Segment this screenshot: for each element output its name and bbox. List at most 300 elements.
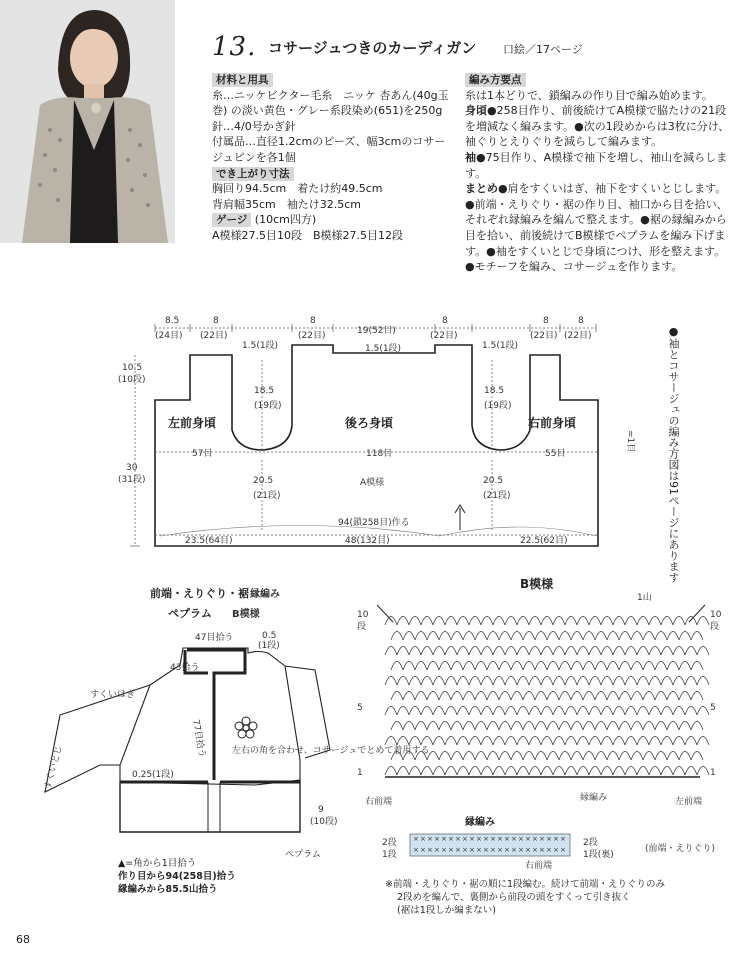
sukui-toji: すくいとじ	[43, 744, 65, 791]
chain-loop	[475, 662, 487, 671]
x-stitch-mark: ×	[539, 835, 545, 843]
chain-loop	[655, 692, 667, 701]
left-front-label: 左前身頃	[168, 416, 217, 430]
chain-loop	[469, 767, 481, 776]
armhole-right-rows: (19段)	[484, 401, 512, 411]
chain-loop	[643, 632, 655, 641]
corsage-note: 左右の角を合わせ、コサージュでとめて着用する	[232, 746, 430, 756]
note-pick-1: 作り目から94(258目)拾う	[118, 871, 236, 882]
x-stitch-mark: ×	[420, 846, 426, 854]
neck-drop: 1.5(1段)	[365, 344, 402, 354]
dim-label: 8	[578, 316, 584, 326]
chain-loop	[607, 722, 619, 731]
chain-loop	[559, 692, 571, 701]
chain-loop	[577, 767, 589, 776]
chain-loop	[685, 767, 697, 776]
chain-loop	[595, 692, 607, 701]
chain-loop	[679, 752, 691, 761]
chain-loop	[523, 722, 535, 731]
chain-loop	[571, 722, 583, 731]
chain-loop	[469, 737, 481, 746]
dim-label: 8.5	[165, 316, 180, 326]
chain-loop	[499, 692, 511, 701]
chain-loop	[535, 722, 547, 731]
chain-loop	[439, 752, 451, 761]
sleeve-label: 袖	[465, 150, 476, 164]
dim-label: 8	[442, 316, 448, 326]
chain-loop	[427, 692, 439, 701]
chain-loop	[673, 737, 685, 746]
body-label: 身頃	[465, 104, 487, 118]
x-stitch-mark: ×	[518, 835, 524, 843]
chain-loop	[511, 752, 523, 761]
chain-loop	[607, 752, 619, 761]
chain-loop	[523, 692, 535, 701]
chain-loop	[511, 722, 523, 731]
chain-loop	[547, 632, 559, 641]
chain-loop	[613, 767, 625, 776]
chain-loop	[691, 752, 703, 761]
chain-loop	[505, 617, 517, 626]
chain-loop	[685, 707, 697, 716]
chain-loop	[421, 767, 433, 776]
chain-loop	[487, 752, 499, 761]
body-chart	[0, 300, 750, 560]
chain-loop	[619, 692, 631, 701]
chain-loop	[667, 662, 679, 671]
chain-loop	[445, 767, 457, 776]
chain-loop	[391, 752, 403, 761]
chain-loop	[535, 752, 547, 761]
x-stitch-mark: ×	[560, 846, 566, 854]
chain-loop	[415, 752, 427, 761]
chain-loop	[661, 767, 673, 776]
chain-loop	[445, 707, 457, 716]
right-front-label: 右前身頃	[528, 416, 577, 430]
chain-loop	[619, 722, 631, 731]
chain-loop	[481, 677, 493, 686]
chain-loop	[529, 677, 541, 686]
x-stitch-mark: ×	[427, 835, 433, 843]
chain-loop	[631, 722, 643, 731]
chain-loop	[457, 617, 469, 626]
chain-loop	[691, 722, 703, 731]
chain-loop	[493, 677, 505, 686]
x-stitch-mark: ×	[532, 835, 538, 843]
size-line1: 胸回り94.5cm 着たけ約49.5cm	[212, 182, 383, 196]
chain-loop	[535, 662, 547, 671]
chain-loop	[655, 662, 667, 671]
x-stitch-mark: ×	[490, 846, 496, 854]
chain-loop	[655, 722, 667, 731]
x-stitch-mark: ×	[476, 835, 482, 843]
x-stitch-mark: ×	[483, 835, 489, 843]
chain-loop	[637, 677, 649, 686]
chain-loop	[553, 767, 565, 776]
chain-loop	[403, 662, 415, 671]
chain-loop	[421, 617, 433, 626]
finish-label: まとめ	[465, 182, 498, 196]
chain-loop	[415, 722, 427, 731]
x-stitch-mark: ×	[413, 846, 419, 854]
chain-loop	[595, 632, 607, 641]
dim-label: (24目)	[155, 331, 183, 341]
bottom-note-line: 2段めを編んで、裏側から前段の頭をすくって引き抜く	[397, 892, 631, 903]
x-stitch-mark: ×	[420, 835, 426, 843]
x-stitch-mark: ×	[413, 835, 419, 843]
chain-loop	[625, 737, 637, 746]
chain-loop	[649, 647, 661, 656]
chain-loop	[463, 692, 475, 701]
chain-loop	[673, 617, 685, 626]
chain-loop	[661, 647, 673, 656]
chain-loop	[505, 767, 517, 776]
gauge-values: A模様27.5目10段 B模様27.5目12段	[212, 228, 404, 242]
chain-loop	[481, 737, 493, 746]
x-stitch-mark: ×	[511, 835, 517, 843]
b-pattern-title: B模様	[520, 577, 554, 591]
chain-loop	[499, 752, 511, 761]
chain-loop	[649, 707, 661, 716]
chain-loop	[415, 632, 427, 641]
chain-loop	[547, 662, 559, 671]
chain-loop	[517, 677, 529, 686]
dim-label: (22目)	[564, 331, 592, 341]
chain-loop	[463, 752, 475, 761]
chain-loop	[523, 752, 535, 761]
chain-loop	[679, 632, 691, 641]
x-stitch-mark: ×	[546, 835, 552, 843]
chain-loop	[391, 692, 403, 701]
chain-loop	[385, 677, 397, 686]
chain-loop	[529, 707, 541, 716]
chain-loop	[601, 647, 613, 656]
edge-row2: 2段	[382, 838, 397, 848]
chain-loop	[691, 632, 703, 641]
x-stitch-mark: ×	[546, 846, 552, 854]
chain-loop	[457, 677, 469, 686]
chain-loop	[601, 737, 613, 746]
size-header: でき上がり寸法	[212, 167, 294, 181]
chain-loop	[583, 692, 595, 701]
bottom-left-dim: 23.5(64目)	[185, 536, 233, 546]
chain-loop	[649, 617, 661, 626]
side-mark: =1目	[625, 430, 635, 453]
x-stitch-mark: ×	[434, 846, 440, 854]
chain-loop	[433, 617, 445, 626]
dim-label: 8	[213, 316, 219, 326]
x-stitch-mark: ×	[441, 846, 447, 854]
pick-47: 47目拾う	[195, 633, 234, 643]
chain-loop	[637, 707, 649, 716]
x-stitch-mark: ×	[539, 846, 545, 854]
chain-loop	[685, 647, 697, 656]
chain-loop	[427, 722, 439, 731]
peplum-rows: (10段)	[310, 817, 338, 827]
chain-loop	[613, 707, 625, 716]
x-stitch-mark: ×	[476, 846, 482, 854]
chain-loop	[529, 737, 541, 746]
chain-loop	[433, 737, 445, 746]
x-stitch-mark: ×	[448, 846, 454, 854]
chain-loop	[523, 632, 535, 641]
chain-loop	[577, 647, 589, 656]
x-stitch-mark: ×	[441, 835, 447, 843]
chain-loop	[649, 737, 661, 746]
chain-loop	[661, 737, 673, 746]
chain-loop	[457, 737, 469, 746]
chain-loop	[583, 662, 595, 671]
dim-label: 8	[543, 316, 549, 326]
armhole-left: 18.5	[254, 386, 275, 396]
chain-loop	[463, 722, 475, 731]
chain-loop	[571, 692, 583, 701]
b-row10-left-unit: 段	[357, 622, 367, 632]
chain-loop	[643, 662, 655, 671]
chain-loop	[445, 737, 457, 746]
chain-loop	[499, 632, 511, 641]
chain-loop	[499, 662, 511, 671]
page-number: 68	[16, 933, 30, 946]
chain-loop	[445, 677, 457, 686]
cast-on-label: 94(鎖258目)作る	[338, 518, 410, 528]
note-pick-2: 縁編みから85.5山拾う	[118, 884, 218, 895]
chain-loop	[577, 617, 589, 626]
chain-loop	[511, 662, 523, 671]
chain-loop	[547, 722, 559, 731]
chain-loop	[439, 662, 451, 671]
chain-loop	[589, 707, 601, 716]
chain-loop	[457, 707, 469, 716]
total-rows: (31段)	[118, 475, 146, 485]
chain-loop	[517, 647, 529, 656]
chain-loop	[421, 647, 433, 656]
chain-loop	[409, 617, 421, 626]
chain-loop	[613, 647, 625, 656]
chain-loop	[451, 662, 463, 671]
x-stitch-mark: ×	[497, 835, 503, 843]
chain-loop	[493, 647, 505, 656]
pick-05b: (1段)	[258, 641, 280, 651]
chain-loop	[517, 617, 529, 626]
edging-title-1b: 縁編み	[250, 589, 280, 600]
sleeve-steps: ●75目作り、A模様で袖下を増し、袖山を減らします。	[465, 150, 728, 180]
chain-loop	[589, 767, 601, 776]
chain-loop	[547, 692, 559, 701]
back-label: 後ろ身頃	[345, 416, 394, 430]
chain-loop	[565, 767, 577, 776]
b-row5-left: 5	[357, 703, 363, 713]
chain-loop	[505, 647, 517, 656]
chain-loop	[667, 632, 679, 641]
chain-loop	[577, 737, 589, 746]
chain-loop	[457, 767, 469, 776]
chain-loop	[415, 692, 427, 701]
chain-loop	[607, 662, 619, 671]
chain-loop	[691, 692, 703, 701]
chain-loop	[559, 722, 571, 731]
page-reference: 口絵／17ページ	[503, 43, 583, 56]
chain-loop	[625, 617, 637, 626]
chain-loop	[409, 737, 421, 746]
chain-loop	[481, 767, 493, 776]
chain-loop	[583, 722, 595, 731]
edge-legend: (前端・えりぐり)	[645, 844, 716, 854]
x-stitch-mark: ×	[483, 846, 489, 854]
chain-loop	[553, 647, 565, 656]
note-triangle: ▲=角から1目拾う	[118, 858, 197, 869]
side-note: ●袖とコサージュの編み方図は91ページにあります	[667, 325, 680, 583]
chain-loop	[469, 707, 481, 716]
size-line2: 背肩幅35cm 袖たけ32.5cm	[212, 197, 362, 211]
model-photo	[0, 0, 175, 243]
b-row10-right-unit: 段	[710, 622, 720, 632]
x-stitch-mark: ×	[504, 846, 510, 854]
shoulder-drop-right: 1.5(1段)	[482, 341, 519, 351]
chain-loop	[517, 737, 529, 746]
instructions-section	[465, 72, 730, 275]
chain-loop	[469, 647, 481, 656]
gauge-unit: (10cm四方)	[254, 213, 317, 227]
chain-loop	[619, 752, 631, 761]
peplum-label: ペプラム	[285, 850, 321, 860]
chain-loop	[625, 647, 637, 656]
chain-loop	[403, 752, 415, 761]
dim-label: (22目)	[530, 331, 558, 341]
side-left: 20.5	[253, 476, 274, 486]
dim-label: 19(52目)	[357, 326, 396, 336]
chain-loop	[643, 752, 655, 761]
chain-loop	[457, 647, 469, 656]
chain-loop	[643, 722, 655, 731]
chain-loop	[427, 662, 439, 671]
side-right-rows: (21段)	[483, 491, 511, 501]
b-row10-left: 10	[357, 610, 369, 620]
chain-loop	[505, 677, 517, 686]
chain-loop	[541, 617, 553, 626]
body-steps: ●258目作り、前後続けてA模様で脇たけの21段を増減なく編みます。●次の1段めからは3枚に分け、袖ぐりとえりぐりを減らして編みます。	[465, 104, 730, 149]
chain-loop	[469, 617, 481, 626]
chain-loop	[661, 707, 673, 716]
edge-right-end: 右前端	[525, 861, 553, 871]
x-stitch-mark: ×	[427, 846, 433, 854]
x-stitch-mark: ×	[525, 835, 531, 843]
chain-loop	[445, 647, 457, 656]
chain-loop	[697, 767, 709, 776]
chain-loop	[451, 752, 463, 761]
x-stitch-mark: ×	[497, 846, 503, 854]
chain-loop	[517, 767, 529, 776]
shoulder-drop-left: 1.5(1段)	[242, 341, 279, 351]
x-stitch-mark: ×	[504, 835, 510, 843]
chain-loop	[505, 737, 517, 746]
model-illustration	[0, 0, 175, 243]
chain-loop	[535, 692, 547, 701]
chain-loop	[451, 632, 463, 641]
chain-loop	[511, 632, 523, 641]
x-stitch-mark: ×	[448, 835, 454, 843]
chain-loop	[559, 752, 571, 761]
chain-loop	[427, 632, 439, 641]
chain-loop	[433, 767, 445, 776]
chain-loop	[607, 632, 619, 641]
chain-loop	[439, 692, 451, 701]
b-edge-label: 縁編み	[580, 793, 608, 803]
total-height: 30	[126, 463, 138, 473]
chain-loop	[529, 767, 541, 776]
materials-accessories: 付属品…直径1.2cmのビーズ、幅3cmのコサージュピンを各1個	[212, 135, 446, 164]
x-stitch-mark: ×	[455, 835, 461, 843]
one-peak-label: 1山	[637, 593, 652, 603]
chain-loop	[433, 647, 445, 656]
chain-loop	[577, 707, 589, 716]
chain-loop	[475, 722, 487, 731]
chain-loop	[541, 647, 553, 656]
chain-loop	[679, 722, 691, 731]
edging-title-2b: B模様	[232, 609, 260, 620]
chain-loop	[475, 692, 487, 701]
chain-loop	[565, 707, 577, 716]
bottom-center-dim: 48(132目)	[345, 536, 390, 546]
chain-loop	[493, 737, 505, 746]
pattern-number: 13.	[212, 32, 257, 62]
chain-loop	[553, 677, 565, 686]
finish-steps: ●肩をすくいはぎ、袖下をすくいとじします。●前端・えりぐり・裾の作り目、袖口から目を拾い、それぞれ縁編みを編んで整えます。●裾の縁編みから目を拾い、前後続けてB模様でペプラムを編み下げます。●袖をすくいとじで身頃につけ、形を整えます。●モチーフを編み、コサージュを作ります。	[465, 182, 728, 274]
body-outline	[155, 345, 598, 546]
edge-chart-title: 縁編み	[465, 817, 495, 828]
chain-loop	[475, 632, 487, 641]
chain-loop	[697, 617, 709, 626]
chain-loop	[493, 707, 505, 716]
chain-loop	[397, 737, 409, 746]
chain-loop	[589, 677, 601, 686]
chain-loop	[505, 707, 517, 716]
chain-loop	[385, 617, 397, 626]
armhole-left-rows: (19段)	[254, 401, 282, 411]
side-right: 20.5	[483, 476, 504, 486]
chain-loop	[697, 707, 709, 716]
chain-loop	[559, 632, 571, 641]
chain-loop	[529, 617, 541, 626]
chain-loop	[493, 767, 505, 776]
chain-loop	[631, 692, 643, 701]
chain-loop	[649, 767, 661, 776]
chain-loop	[391, 722, 403, 731]
chain-loop	[619, 632, 631, 641]
chain-loop	[403, 692, 415, 701]
chain-loop	[409, 767, 421, 776]
chain-loop	[631, 662, 643, 671]
b-row1-left: 1	[357, 768, 363, 778]
chain-loop	[439, 632, 451, 641]
chain-loop	[385, 707, 397, 716]
edging-title-2: ペプラム	[168, 607, 212, 620]
chain-loop	[589, 617, 601, 626]
b-row5-right: 5	[710, 703, 716, 713]
chain-loop	[421, 677, 433, 686]
chain-loop	[613, 617, 625, 626]
stitch-118: 118目	[366, 449, 393, 459]
chain-loop	[601, 677, 613, 686]
chain-loop	[571, 632, 583, 641]
bottom-note	[385, 878, 665, 917]
neck-depth: 10.5	[122, 363, 143, 373]
chain-loop	[487, 662, 499, 671]
chain-loop	[391, 632, 403, 641]
chain-loop	[691, 662, 703, 671]
chain-loop	[655, 752, 667, 761]
chain-loop	[637, 617, 649, 626]
